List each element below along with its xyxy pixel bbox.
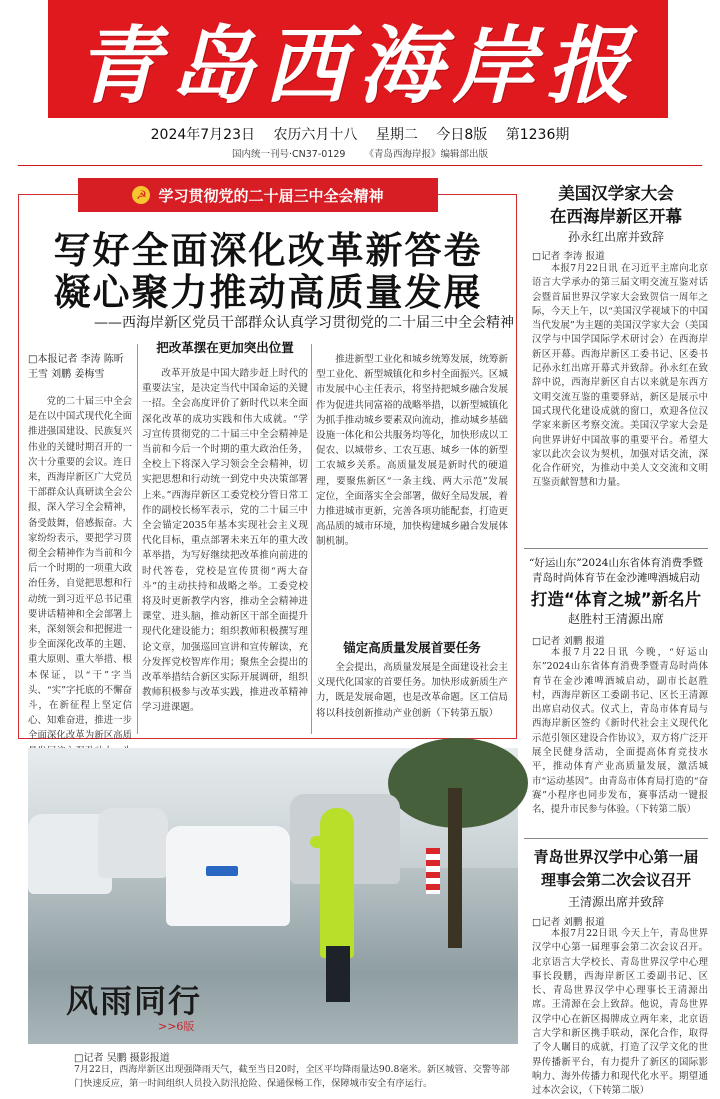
issue-number: 第1236期 [505,127,570,143]
story-3-byline: □记者 刘鹏 报道 [532,917,605,928]
masthead [48,0,668,118]
story-2-body: 本报7月22日讯 今晚，“好运山东”2024山东省体育消费季暨青岛时尚体育节在金沙滩啤酒城启动，副市长赵胜村，西海岸新区工委副书记、区长王清源出席启动仪式。仪式上，青岛市体育局与西海岸新区签约《新时代社会主义现代化示范引领区建设合作协议》，双方将广泛开展全民健身活动，全面提高体育竞技水平，推动体育产业高质量发展，激活城市“运动基因”。由青岛市体育局打造的“奋赛”小程序也同步发布，赛事活动一键报名，提升市民参与体验。（下转第二版） [532,647,708,816]
column-divider [311,344,312,734]
lead-column-2: 改革开放是中国大踏步赶上时代的重要法宝，是决定当代中国命运的关键一招。全会高度评价了新时代以来全面深化改革的成功实践和伟大成就。“学习宣传贯彻党的二十届三中全会精神是当前和今后一个时期的重大政治任务，全校上下将深入学习领会全会精神，切实把思想和行动统一到党中央决策部署上来。”西海岸新区工委党校分管日常工作的副校长杨军表示，党的二十届三中全会锚定2035年基本实现社会主义现代化目标，重点部署未来五年的重大改革举措，为写好继续把改革推向前进的时代答卷，党校是宣传贯彻“两大奋斗”的主动扶持和战略之举。工委党校将及时更新教学内容，推动全会精神进课堂、进头脑，推动新区干部全面提升现代化建设能力；组织教师积极撰写理论文章，加强巡回宣讲和宣传解读，充分发挥党校智库作用；聚焦全会提出的改革举措结合新区实际开展调研，组织教师积极参与改革实践，推进改革精神学习进课题。 [142,368,308,714]
lead-section-heading-1: 把改革摆在更加突出位置 [156,340,294,355]
story-3-subhead: 王清源出席并致辞 [567,895,664,909]
lead-subhead: ——西海岸新区党员干部群众认真学习贯彻党的二十届三中全会精神 [94,315,514,331]
issue-pages: 今日8版 [436,127,488,143]
photo-tree-trunk [448,788,462,948]
photo-white-suv [166,826,290,926]
issue-weekday: 星期二 [375,127,418,143]
photo-byline: □记者 吴鹏 摄影报道 [74,1053,170,1064]
story-2-headline[interactable]: 打造“体育之城”新名片 [530,590,702,609]
issue-date: 2024年7月23日 [150,127,255,143]
lead-headline-line-1[interactable]: 写好全面深化改革新答卷 [53,229,483,272]
issue-lunar-date: 农历六月十八 [273,127,358,143]
lead-headline-line-2[interactable]: 凝心聚力推动高质量发展 [53,271,483,314]
lead-banner [78,178,438,212]
lead-column-1: 党的二十届三中全会是在以中国式现代化全面推进强国建设、民族复兴伟业的关键时期召开的一次十分重要的会议。连日来，西海岸新区广大党员干部群众认真研读全会公报，深入学习全会精神，备受鼓舞，倍感振奋。大家纷纷表示，要把学习贯彻全会精神作为当前和今后一个时期的一项重大政治任务，自觉把思想和行动统一到习近平总书记重要讲话精神和全会部署上来，深刻领会和把握进一步全面深化改革的主题、重大原则、重大举措、根本保证，以“干”字当头、“实”字托底的不懈奋斗，在新征程上坚定信心、知难奋进，推进一步全面深化改革为新区高质 [28,396,132,742]
lead-section-heading-2: 锚定高质量发展首要任务 [343,640,481,655]
story-3-headline-line-1[interactable]: 青岛世界汉学中心第一届 [533,848,699,866]
story-2-kicker-line-2: 青岛时尚体育节在金沙滩啤酒城启动 [532,572,700,584]
masthead-divider [18,165,702,166]
story-divider [524,548,708,549]
story-3-body: 本报7月22日讯 今天上午，青岛世界汉学中心第一届理事会第二次会议召开。北京语言大学校长、青岛世界汉学中心理事长段鹏，西海岸新区工委副书记、区长、青岛世界汉学中心理事长王清源出席。王清源在会上致辞。他说，青岛世界汉学中心在新区揭牌成立两年来，北京语言大学和新区携手联动，深化合作，取得了令人瞩目的成就，打造了汉学文化的世界传播新平台，有力提升了新区的国际影响力、海外传播力和现代化水平。期望通过本次会议，（下转第二版） [532,928,708,1097]
lead-column-3-continued: 全会提出，高质量发展是全面建设社会主义现代化国家的首要任务。加快形成新质生产力，既是发展命题，也是改革命题。区工信局将以科技创新推动产业创新（下转第五版） [316,662,508,719]
lead-column-3: 推进新型工业化和城乡统筹发展，统筹新型工业化、新型城镇化和乡村全面振兴。区城市发展中心主任表示，将坚持把城乡融合发展作为促进共同富裕的战略举措，以新型城镇化为抓手推动城乡要素双向流动，推动城乡基础设施一体化和公共服务均等化，加快形成以工促农、以城带乡、工农互惠、城乡一体的新型工农城乡关系。高质量发展是新时代的硬道理，要聚焦新区“一条主线、两大示范”发展定位，全面落实全会部署，做好全局发展，着力推进城市更新，完善各项功能配套，打造更高品质的城市环境，加快构建城乡融合发展体制机制。 [316,354,508,548]
lead-byline: □本报记者 李涛 陈昕 王雪 刘鹏 姜梅雪 [28,354,124,380]
lead-banner-label: 学习贯彻党的二十届三中全会精神 [158,186,384,205]
column-divider [137,344,138,734]
photo-officer-arm [310,836,336,848]
photo-traffic-barrier [426,848,440,894]
newspaper-title: 青岛西海岸报 [75,15,640,115]
publisher: 《青岛西海岸报》编辑部出版 [364,149,488,160]
story-1-byline: □记者 李涛 报道 [532,251,605,262]
issue-publisher-line [0,146,720,160]
story-2-subhead: 赵胜村王清源出席 [567,612,664,626]
story-divider [524,838,708,839]
party-emblem-icon: ☭ [132,186,150,204]
story-1-body: 本报7月22日讯 在习近平主席向北京语言大学承办的第三届文明交流互鉴对话会暨首届世界汉学家大会致贺信一周年之际，今天上午，以“美国汉学视域下的中国当代发展”为主题的美国汉学家大会（美国汉学与中国学国际学术研讨会）在西海岸新区开幕。西海岸新区工委书记、区委书记孙永红出席开幕式并致辞。孙永红在致辞中说，西海岸新区自古以来就是东西方文明交流互鉴的重要驿站，新区是展示中国式现代化建设成就的窗口，欢迎各位汉学家来新区考察交流。美国汉学家大会是向世界讲好中国故事的重要平台。希望大家以此次会议为契机，加强对话交流，深化合作研究，为推动中美人文交流和文明互鉴贡献智慧和力量。 [532,263,708,489]
photo-car-back [98,808,168,878]
story-2-kicker-line-1: “好运山东”2024山东省体育消费季暨 [529,557,703,569]
photo-license-plate [206,866,238,876]
photo-caption-title: 风雨同行 [66,982,203,1020]
issue-line [0,124,720,144]
story-1-headline-line-2[interactable]: 在西海岸新区开幕 [550,207,682,226]
photo-caption-text: 7月22日，西海岸新区出现强降雨天气，截至当日20时，全区平均降雨量达90.8毫米。新区城管、交警等部门快速反应，第一时间组织人员投入防汛抢险、保通保畅工作，保障城市安全有序运行。 [74,1064,510,1089]
photo-page-reference[interactable]: >>6版 [158,1020,195,1033]
story-2-byline: □记者 刘鹏 报道 [532,636,605,647]
story-1-subhead: 孙永红出席并致辞 [567,230,664,244]
photo-traffic-officer-raincoat [320,808,354,958]
photo-officer-boots [326,946,350,1002]
story-1-headline-line-1[interactable]: 美国汉学家大会 [558,184,674,203]
story-3-headline-line-2[interactable]: 理事会第二次会议召开 [540,871,691,889]
serial-number: 国内统一刊号·CN37-0129 [232,149,346,160]
